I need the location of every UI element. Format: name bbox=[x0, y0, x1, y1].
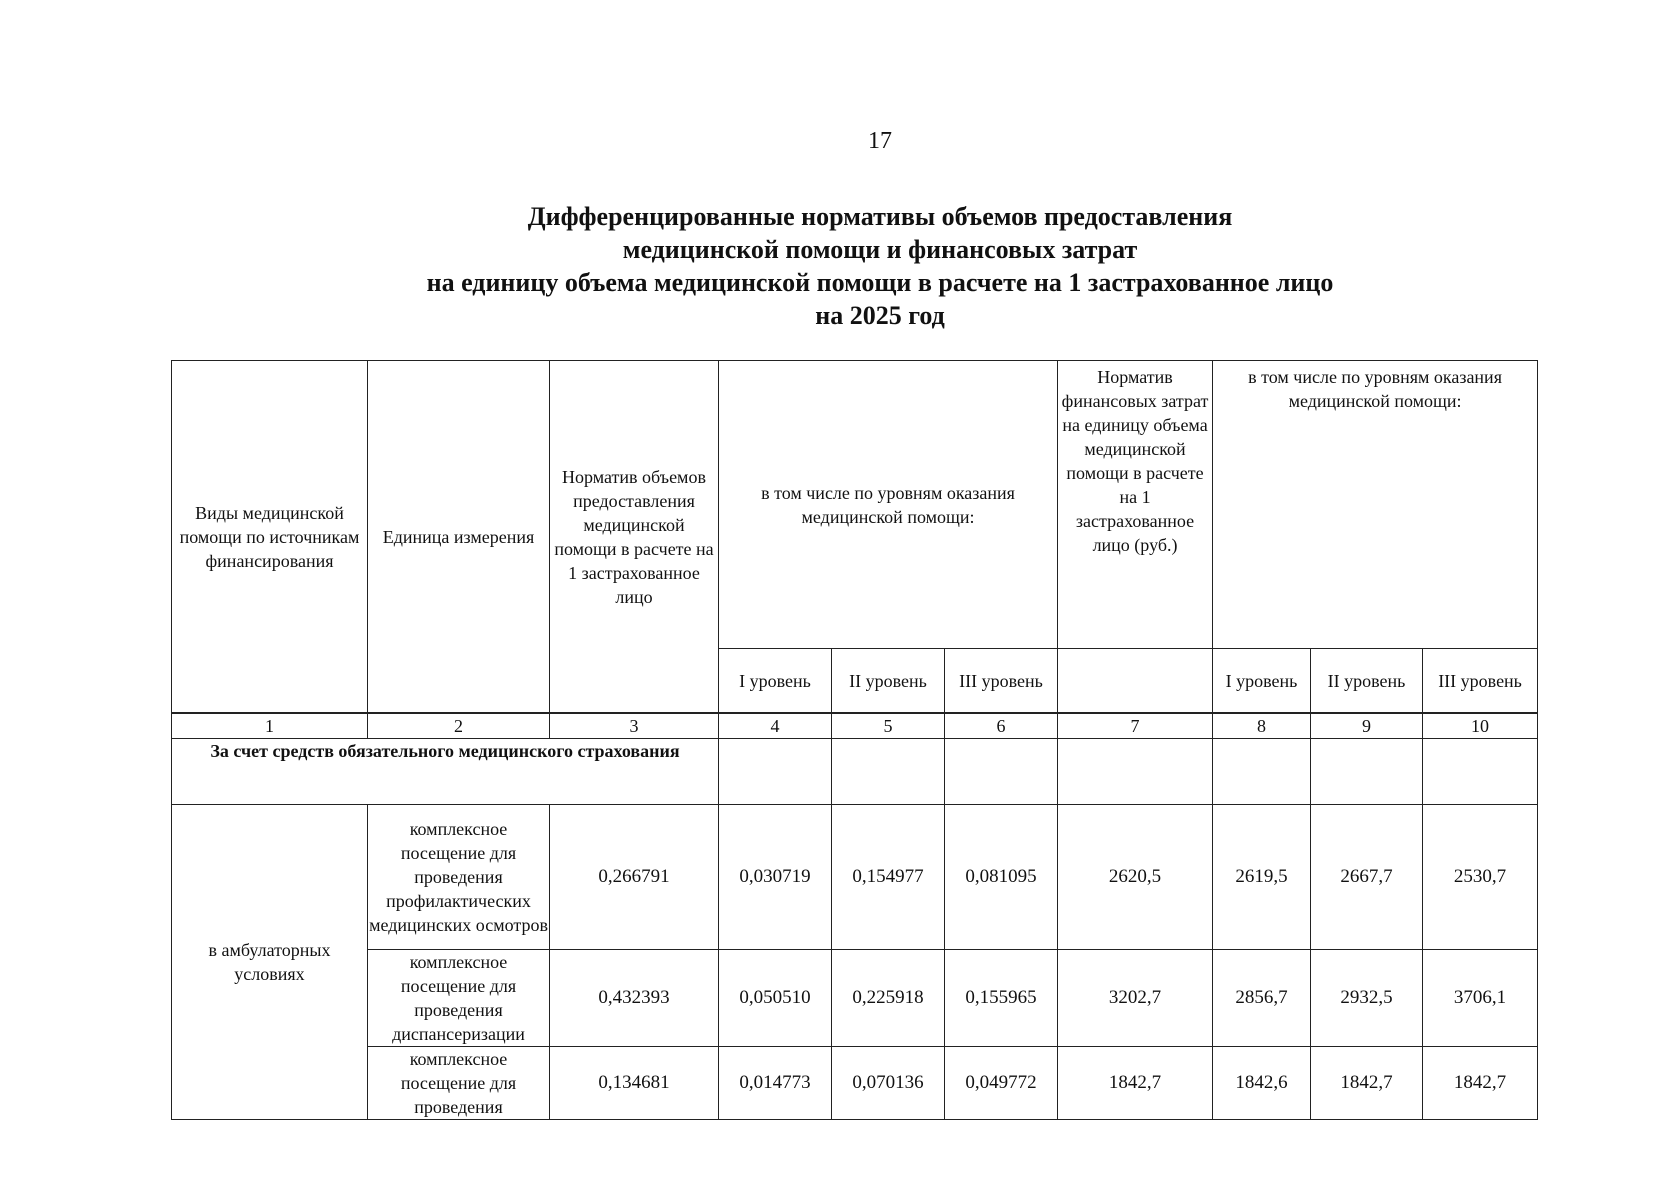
table-row bbox=[172, 950, 1538, 1047]
volume-level-1-cell: 0,050510 bbox=[719, 950, 832, 1047]
column-number: 7 bbox=[1058, 714, 1213, 739]
header-volume-level-1: I уровень bbox=[719, 649, 832, 713]
column-number: 5 bbox=[832, 714, 945, 739]
column-numbers-row bbox=[172, 714, 1538, 739]
header-cost-level-1: I уровень bbox=[1213, 649, 1311, 713]
column-number: 3 bbox=[550, 714, 719, 739]
column-number: 4 bbox=[719, 714, 832, 739]
cost-norm-cell: 1842,7 bbox=[1058, 1047, 1213, 1120]
title-line-1: Дифференцированные нормативы объемов предоставления bbox=[527, 202, 1233, 231]
volume-level-2-cell: 0,070136 bbox=[832, 1047, 945, 1120]
title-line-3: на единицу объема медицинской помощи в расчете на 1 застрахованное лицо bbox=[426, 268, 1334, 297]
group-label: в амбулаторных условиях bbox=[172, 805, 368, 1120]
page-number: 17 bbox=[868, 128, 892, 154]
header-unit: Единица измерения bbox=[368, 361, 550, 713]
column-number: 9 bbox=[1311, 714, 1423, 739]
cost-level-1-cell: 2619,5 bbox=[1213, 805, 1311, 950]
cost-level-3-cell: 3706,1 bbox=[1423, 950, 1538, 1047]
column-number: 1 bbox=[172, 714, 368, 739]
unit-cell: комплексное посещение для проведения профилактических медицинских осмотров bbox=[368, 805, 550, 950]
column-number: 10 bbox=[1423, 714, 1538, 739]
volume-level-3-cell: 0,155965 bbox=[945, 950, 1058, 1047]
header-volume-level-3: III уровень bbox=[945, 649, 1058, 713]
column-number: 2 bbox=[368, 714, 550, 739]
title-line-4: на 2025 год bbox=[815, 301, 945, 330]
volume-level-2-cell: 0,225918 bbox=[832, 950, 945, 1047]
title-line-2: медицинской помощи и финансовых затрат bbox=[622, 235, 1138, 264]
cost-level-2-cell: 2667,7 bbox=[1311, 805, 1423, 950]
volume-norm-cell: 0,266791 bbox=[550, 805, 719, 950]
cost-norm-cell: 3202,7 bbox=[1058, 950, 1213, 1047]
header-cost-norm: Норматив финансовых затрат на единицу объема медицинской помощи в расчете на 1 застрахованное лицо (руб.) bbox=[1058, 361, 1213, 649]
header-volume-norm: Норматив объемов предоставления медицинской помощи в расчете на 1 застрахованное лицо bbox=[550, 361, 719, 713]
cost-level-1-cell: 2856,7 bbox=[1213, 950, 1311, 1047]
header-kinds-of-care: Виды медицинской помощи по источникам финансирования bbox=[172, 361, 368, 713]
cost-norm-cell: 2620,5 bbox=[1058, 805, 1213, 950]
section-title: За счет средств обязательного медицинского страхования bbox=[172, 739, 719, 805]
cost-level-3-cell: 1842,7 bbox=[1423, 1047, 1538, 1120]
unit-cell: комплексное посещение для проведения диспансеризации bbox=[368, 950, 550, 1047]
volume-level-3-cell: 0,049772 bbox=[945, 1047, 1058, 1120]
volume-level-1-cell: 0,014773 bbox=[719, 1047, 832, 1120]
document-title bbox=[0, 200, 1679, 332]
norms-table bbox=[171, 360, 1538, 1120]
volume-level-1-cell: 0,030719 bbox=[719, 805, 832, 950]
header-volume-levels: в том числе по уровням оказания медицинской помощи: bbox=[719, 361, 1058, 649]
header-cost-level-3: III уровень bbox=[1423, 649, 1538, 713]
column-number: 6 bbox=[945, 714, 1058, 739]
volume-level-2-cell: 0,154977 bbox=[832, 805, 945, 950]
volume-norm-cell: 0,432393 bbox=[550, 950, 719, 1047]
cost-level-2-cell: 2932,5 bbox=[1311, 950, 1423, 1047]
column-number: 8 bbox=[1213, 714, 1311, 739]
table-row bbox=[172, 805, 1538, 950]
header-cost-levels: в том числе по уровням оказания медицинской помощи: bbox=[1213, 361, 1538, 649]
volume-level-3-cell: 0,081095 bbox=[945, 805, 1058, 950]
unit-cell: комплексное посещение для проведения bbox=[368, 1047, 550, 1120]
cost-level-1-cell: 1842,6 bbox=[1213, 1047, 1311, 1120]
cost-level-3-cell: 2530,7 bbox=[1423, 805, 1538, 950]
table-row bbox=[172, 1047, 1538, 1120]
section-row bbox=[172, 739, 1538, 805]
header-cost-blank bbox=[1058, 649, 1213, 713]
volume-norm-cell: 0,134681 bbox=[550, 1047, 719, 1120]
header-cost-level-2: II уровень bbox=[1311, 649, 1423, 713]
header-volume-level-2: II уровень bbox=[832, 649, 945, 713]
cost-level-2-cell: 1842,7 bbox=[1311, 1047, 1423, 1120]
